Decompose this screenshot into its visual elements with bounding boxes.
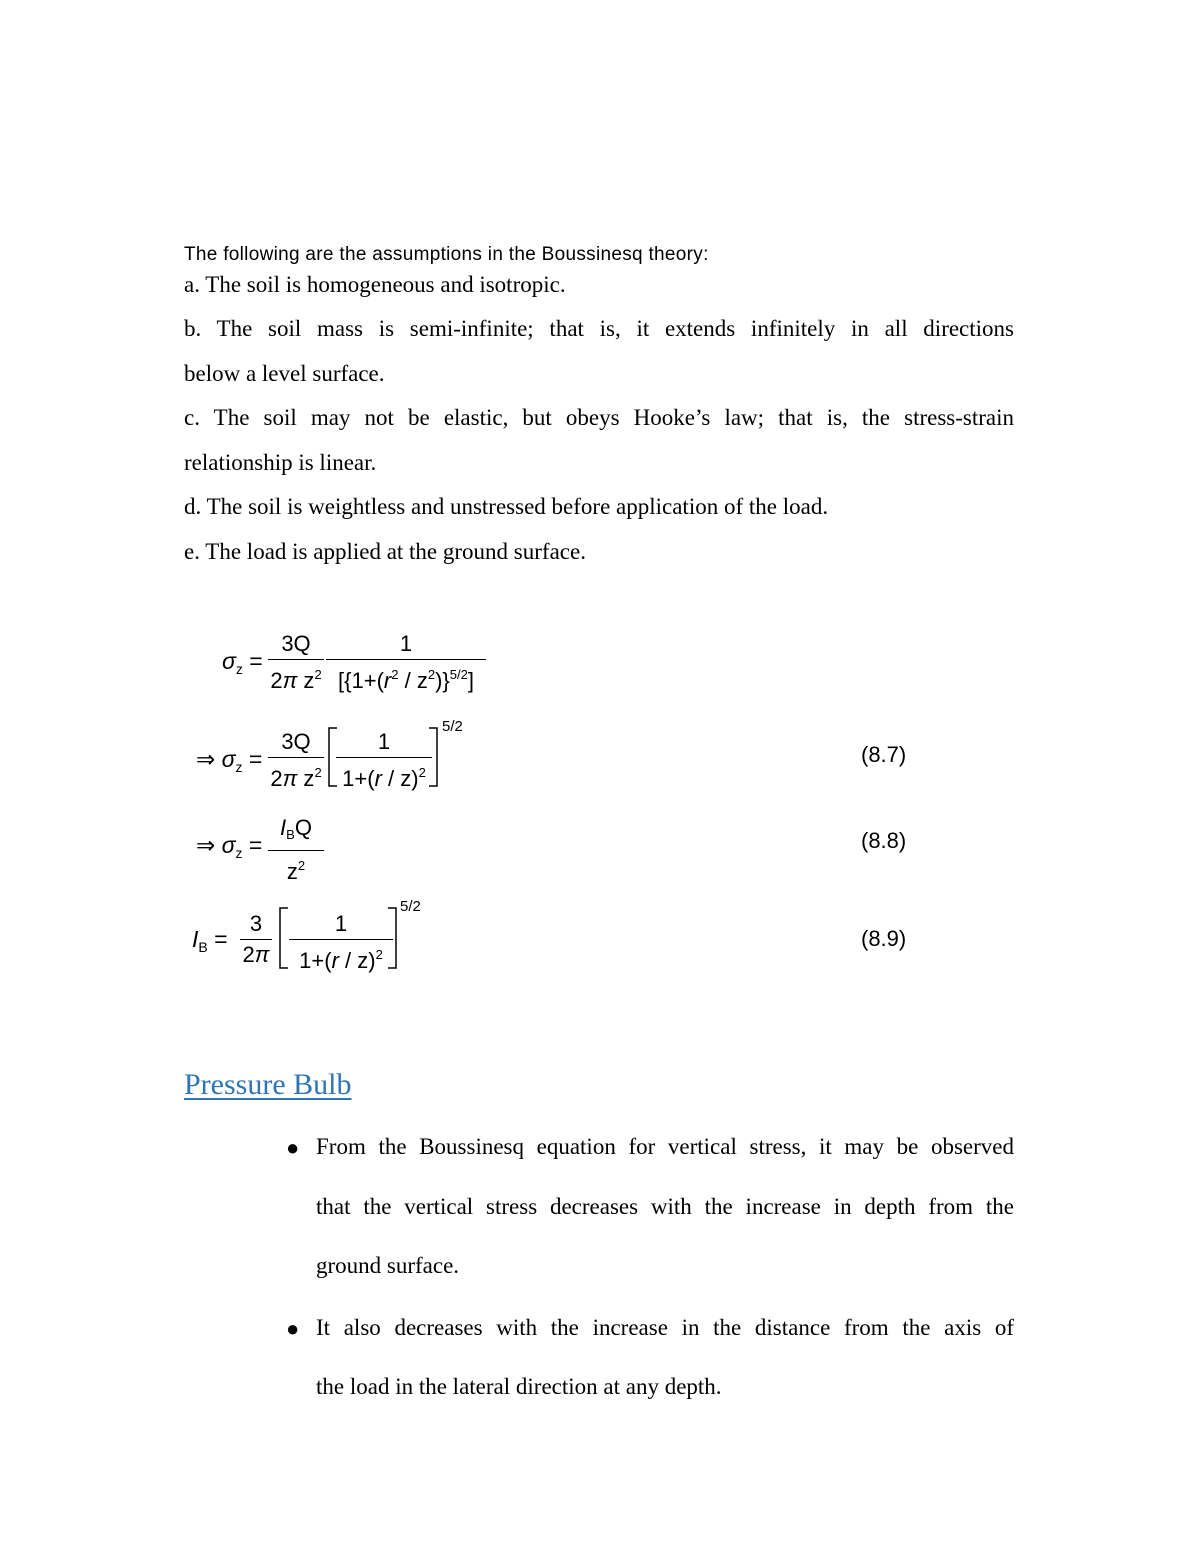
section-heading-pressure-bulb: Pressure Bulb <box>184 1068 352 1101</box>
intro-sentence: The following are the assumptions in the Boussinesq theory: <box>184 244 709 265</box>
equation-number-8-9: (8.9) <box>861 926 907 951</box>
fraction-one-over-1-plus-r-z-squared: 1 1+(r / z)$^2$ <box>289 910 393 975</box>
fraction-3q-over-2piz2: 3Q 2π $z^2$ <box>268 630 324 695</box>
fraction-ibq-over-z2: $I_BQ$ $z^2$ <box>268 814 324 886</box>
bullet-2-line-1: It also decreases with the increase in the distance from the axis of <box>316 1315 1014 1340</box>
assumption-d: d. The soil is weightless and unstressed before application of the load. <box>184 494 829 519</box>
bullet-dot: ● <box>286 1316 300 1341</box>
exponent-5-2: 5/2 <box>400 898 421 915</box>
bullet-2-line-2: the load in the lateral direction at any depth. <box>316 1374 722 1399</box>
influence-factor-symbol: $I_B$ = <box>192 926 228 955</box>
fraction-3q-over-2piz2: 3Q 2π $z^2$ <box>268 728 324 793</box>
assumption-e: e. The load is applied at the ground surface. <box>184 539 586 564</box>
bullet-1-line-3: ground surface. <box>316 1253 460 1278</box>
sigma-z-symbol: $\sigma_z$ = <box>222 648 263 677</box>
fraction-one-over-1-plus-r-z-squared: 1 1+(r / z)$^2$ <box>336 728 432 793</box>
implies-sigma-z: ⇒ $\sigma_z$ = <box>196 832 263 861</box>
assumption-a: a. The soil is homogeneous and isotropic. <box>184 272 566 297</box>
bullet-1-line-1: From the Boussinesq equation for vertical stress, it may be observed <box>316 1134 1014 1159</box>
assumption-b-line-2: below a level surface. <box>184 361 385 386</box>
implies-sigma-z: ⇒ $\sigma_z$ = <box>196 746 263 775</box>
assumption-b-line-1: b. The soil mass is semi-infinite; that is, it extends infinitely in all directions <box>184 316 1014 341</box>
assumption-c-line-2: relationship is linear. <box>184 450 377 475</box>
equation-number-8-7: (8.7) <box>861 742 907 767</box>
equation-number-8-8: (8.8) <box>861 828 907 853</box>
bullet-dot: ● <box>286 1135 300 1160</box>
fraction-one-over-bracket: 1 $[\{1+(r^2 / z^2)\}^{5/2}]$ <box>326 630 486 695</box>
fraction-3-over-2pi: 3 2π <box>240 910 272 969</box>
assumption-c-line-1: c. The soil may not be elastic, but obeys Hooke’s law; that is, the stress-strain <box>184 405 1014 430</box>
exponent-5-2: 5/2 <box>442 718 463 735</box>
bullet-1-line-2: that the vertical stress decreases with the increase in depth from the <box>316 1194 1014 1219</box>
